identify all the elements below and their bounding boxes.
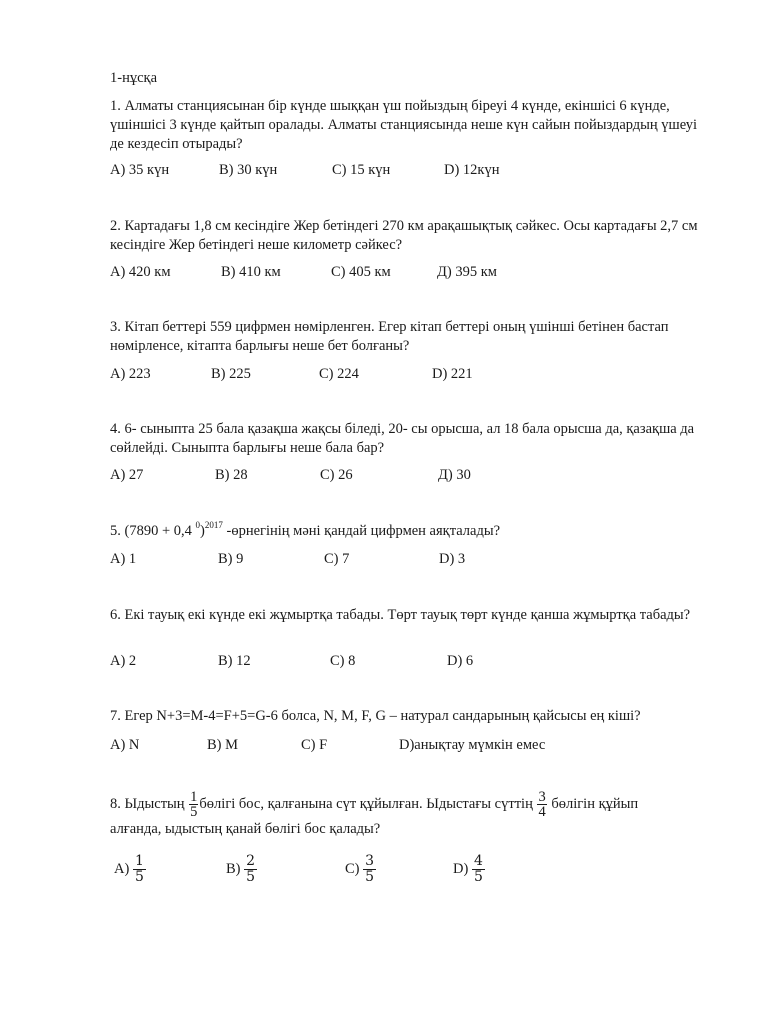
option-fraction — [244, 854, 257, 885]
option-b: B) 12 — [218, 653, 251, 669]
question-7-text: 7. Егер N+3=M-4=F+5=G-6 болса, N, M, F, G – натурал сандарының қайсысы ең кіші? — [110, 708, 641, 724]
question-2 — [110, 217, 710, 255]
question-1-text: 1. Алматы станциясынан бір күнде шыққан үш пойыздың біреуі 4 күнде, екіншісі 6 күнде, үшіншісі 3 күнде қайтып оралады. Алматы станциясында неше күн сайын пойыздардың үшеуі де кездесіп отырады? — [110, 98, 698, 152]
option-d: D) 12күн — [444, 162, 500, 178]
question-5-options — [110, 550, 670, 572]
question-8-text-3: бөлігін құйып — [547, 795, 639, 812]
question-5-exponent-2017: 2017 — [204, 520, 223, 531]
option-c: C) 26 — [320, 467, 353, 483]
question-4-options — [110, 466, 670, 488]
question-5-text — [110, 522, 710, 541]
question-3 — [110, 318, 710, 356]
option-fraction — [133, 854, 146, 885]
option-b: B) 30 күн — [219, 162, 278, 178]
option-d: D) 3 — [439, 551, 466, 567]
question-5-text-mid: ) — [200, 523, 205, 539]
option-c: C) 224 — [319, 366, 359, 382]
fraction-denominator: 5 — [134, 869, 144, 885]
option-b — [226, 854, 257, 885]
option-b: B) 28 — [215, 467, 248, 483]
option-letter: A) — [114, 860, 130, 877]
question-8-text-2: бөлігі бос, қалғанына сүт құйылған. Ыдыстағы сүттің — [199, 795, 537, 812]
question-4 — [110, 420, 710, 458]
option-d: D) 221 — [432, 366, 473, 382]
option-c: C) 15 күн — [332, 162, 391, 178]
fraction-numerator: 3 — [365, 853, 375, 869]
option-d: Д) 395 км — [437, 264, 497, 280]
option-c: C) 8 — [330, 653, 356, 669]
option-a: A) N — [110, 737, 140, 753]
question-3-text: 3. Кітап беттері 559 цифрмен нөмірленген. Егер кітап беттері оның үшінші бетінен бастап нөмірленсе, кітапта барлығы неше бет болғаны? — [110, 319, 669, 354]
option-a — [114, 854, 146, 885]
question-8-text-1: 8. Ыдыстың — [110, 795, 189, 812]
option-a: A) 1 — [110, 551, 137, 567]
question-8-line-1 — [110, 790, 730, 819]
option-b: B) 410 км — [221, 264, 281, 280]
question-7-options — [110, 736, 670, 758]
option-d: D) 6 — [447, 653, 474, 669]
option-fraction — [472, 854, 485, 885]
question-6 — [110, 606, 710, 625]
question-8 — [110, 790, 730, 839]
question-8-options — [110, 854, 670, 890]
option-d: D)анықтау мүмкін емес — [399, 737, 546, 753]
fraction-numerator: 3 — [538, 789, 546, 805]
fraction-denominator: 5 — [246, 869, 256, 885]
option-fraction — [363, 854, 376, 885]
option-a: A) 27 — [110, 467, 144, 483]
option-letter: D) — [453, 860, 469, 877]
question-5-text-pre: 5. (7890 + 0,4 — [110, 523, 196, 539]
fraction-denominator: 4 — [538, 804, 546, 820]
option-b: B) M — [207, 737, 239, 753]
question-7 — [110, 707, 710, 726]
option-b: B) 9 — [218, 551, 244, 567]
question-6-options — [110, 652, 670, 674]
option-c: C) 7 — [324, 551, 350, 567]
option-c: C) 405 км — [331, 264, 391, 280]
option-d — [453, 854, 485, 885]
fraction-numerator: 1 — [190, 789, 198, 805]
question-1 — [110, 97, 710, 154]
option-b: B) 225 — [211, 366, 251, 382]
question-3-options — [110, 365, 670, 387]
fraction-numerator: 1 — [134, 853, 144, 869]
fraction-one-fifth — [189, 790, 198, 819]
option-c: C) F — [301, 737, 328, 753]
question-5-text-post: -өрнегінің мәні қандай цифрмен аяқталады? — [222, 523, 501, 539]
option-a: A) 2 — [110, 653, 137, 669]
question-2-options — [110, 263, 670, 285]
question-6-text: 6. Екі тауық екі күнде екі жұмыртқа табады. Төрт тауық төрт күнде қанша жұмыртқа табады? — [110, 607, 691, 623]
fraction-denominator: 5 — [190, 804, 198, 820]
question-4-text: 4. 6- сыныпта 25 бала қазақша жақсы біледі, 20- сы орысша, ал 18 бала орысша да, қазақша да сөйлейді. Сыныпта барлығы неше бала бар? — [110, 421, 695, 456]
fraction-numerator: 2 — [246, 853, 256, 869]
option-d: Д) 30 — [438, 467, 471, 483]
option-c — [345, 854, 376, 885]
question-2-text: 2. Картадағы 1,8 см кесіндіге Жер бетіндегі 270 км арақашықтық сәйкес. Осы картадағы 2,7 см кесіндіге Жер бетіндегі неше километр сәйкес? — [110, 218, 698, 253]
fraction-numerator: 4 — [473, 853, 483, 869]
option-letter: B) — [226, 860, 241, 877]
fraction-denominator: 5 — [365, 869, 375, 885]
option-letter: C) — [345, 860, 360, 877]
option-a: A) 35 күн — [110, 162, 170, 178]
question-5 — [110, 522, 710, 541]
question-5-exponent-zero: 0 — [195, 520, 201, 531]
fraction-three-quarters — [537, 790, 546, 819]
variant-title: 1-нұсқа — [110, 70, 158, 86]
option-a: A) 420 км — [110, 264, 171, 280]
question-1-options — [110, 161, 670, 183]
option-a: A) 223 — [110, 366, 151, 382]
fraction-denominator: 5 — [473, 869, 483, 885]
question-8-line-2: алғанда, ыдыстың қанай бөлігі бос қалады? — [110, 821, 381, 837]
